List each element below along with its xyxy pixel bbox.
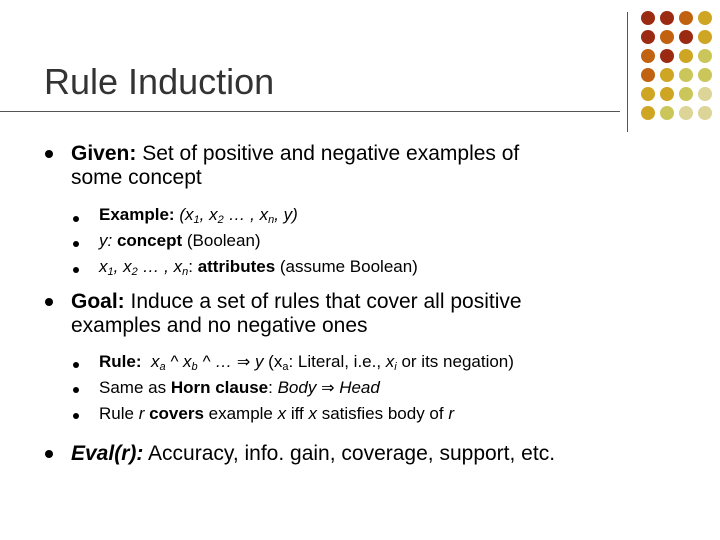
attr-xn: x	[173, 257, 183, 276]
rule-xb: x	[183, 352, 192, 371]
example-sub2: 2	[217, 214, 224, 226]
example-x1: x	[184, 205, 194, 224]
slide-title: Rule Induction	[44, 61, 275, 102]
decor-dot	[679, 87, 693, 101]
rule-ellipsis: …	[215, 352, 237, 371]
example-ellipsis: … ,	[223, 205, 260, 224]
bullet-dot	[73, 241, 79, 247]
eval-label: Eval(r):	[71, 442, 144, 465]
covers-label: covers	[144, 404, 204, 423]
decor-dot	[641, 106, 655, 120]
y-rest: (Boolean)	[182, 231, 261, 250]
decor-dot	[698, 49, 712, 63]
rule-y: y	[250, 352, 264, 371]
attr-subn: n	[182, 266, 189, 278]
decor-dot	[679, 106, 693, 120]
covers-satisfies: satisfies body of	[316, 404, 449, 423]
rule-caret2: ^	[197, 352, 216, 371]
rule-xi: x	[385, 352, 395, 371]
example-sub1: 1	[193, 214, 200, 226]
title-underline	[0, 111, 620, 112]
rule-sub-i: i	[394, 361, 397, 373]
attr-x2: x	[123, 257, 132, 276]
attr-rest: (assume Boolean)	[275, 257, 418, 276]
covers-rule: Rule	[99, 404, 139, 423]
bullet-dot	[73, 362, 79, 368]
vertical-divider	[627, 12, 628, 132]
horn-body: Body	[277, 378, 317, 397]
decor-dot	[641, 68, 655, 82]
example-xn: x	[259, 205, 269, 224]
eval-text: Accuracy, info. gain, coverage, support, etc.	[143, 442, 556, 465]
covers-example: example	[203, 404, 278, 423]
example-subn: n	[268, 214, 275, 226]
y-var: y:	[99, 231, 113, 250]
decor-dot	[679, 30, 693, 44]
sub-bullet-covers	[99, 403, 699, 425]
example-x2: x	[209, 205, 218, 224]
decor-dot	[698, 30, 712, 44]
bullet-dot	[73, 267, 79, 273]
rule-label: Rule:	[99, 352, 142, 371]
covers-r2: r	[448, 404, 454, 423]
covers-r: r	[138, 404, 145, 423]
example-label: Example:	[99, 205, 175, 224]
horn-pre: Same as	[99, 378, 171, 397]
horn-colon: :	[268, 378, 278, 397]
bullet-dot	[45, 298, 53, 306]
example-sep1: ,	[199, 205, 210, 224]
decor-dot	[679, 49, 693, 63]
decor-dot	[679, 11, 693, 25]
given-text-line2: some concept	[71, 166, 202, 189]
decor-dot	[660, 68, 674, 82]
decor-dot	[698, 106, 712, 120]
rule-caret1: ^	[165, 352, 184, 371]
decor-dot	[641, 11, 655, 25]
bullet-eval	[71, 442, 691, 466]
attr-sub1: 1	[107, 266, 114, 278]
decor-dot	[641, 87, 655, 101]
decor-dot	[698, 11, 712, 25]
rule-xa: x	[150, 352, 160, 371]
attr-sub2: 2	[131, 266, 138, 278]
decor-dot	[698, 87, 712, 101]
sub-bullet-example	[99, 204, 699, 226]
decor-dot	[698, 68, 712, 82]
decor-dot	[660, 106, 674, 120]
given-text-line1: Set of positive and negative examples of	[136, 142, 520, 165]
horn-head: Head	[334, 378, 380, 397]
rule-literal: : Literal, i.e.,	[288, 352, 386, 371]
goal-text-line2: examples and no negative ones	[71, 314, 368, 337]
example-open: (	[174, 205, 185, 224]
decor-dot	[660, 87, 674, 101]
rule-rest: or its negation)	[396, 352, 514, 371]
rule-paren-open: (x	[263, 352, 283, 371]
bullet-goal	[71, 290, 691, 338]
decor-dot	[679, 68, 693, 82]
sub-bullet-y-concept	[99, 230, 699, 252]
decor-dot	[641, 49, 655, 63]
given-label: Given:	[71, 142, 137, 165]
bullet-dot	[45, 450, 53, 458]
covers-iff: iff	[286, 404, 309, 423]
decor-dot	[660, 30, 674, 44]
rule-sub-b: b	[191, 361, 198, 373]
attr-sep: ,	[113, 257, 124, 276]
implies-arrow-icon: ⇒	[321, 378, 335, 397]
sub-bullet-rule	[99, 351, 699, 373]
rule-sub-a: a	[159, 361, 166, 373]
goal-text-line1: Induce a set of rules that cover all positive	[124, 290, 522, 313]
decor-dot	[660, 11, 674, 25]
bullet-dot	[73, 413, 79, 419]
sub-bullet-attributes: $x_1$, $x_2$ … , $x_n$: attributes (assume Boolean)	[99, 257, 418, 278]
attr-ellipsis: … ,	[137, 257, 174, 276]
bullet-dot	[73, 387, 79, 393]
bullet-given	[71, 142, 691, 190]
example-y: , y)	[274, 205, 298, 224]
covers-x: x	[277, 404, 287, 423]
goal-label: Goal:	[71, 290, 125, 313]
decor-dot	[641, 30, 655, 44]
sub-bullet-horn-clause	[99, 377, 699, 399]
attributes-label: attributes	[192, 257, 276, 276]
decor-dot	[660, 49, 674, 63]
concept-label: concept	[112, 231, 183, 250]
covers-x2: x	[308, 404, 317, 423]
attr-x1: x	[99, 257, 108, 276]
horn-clause-label: Horn clause	[170, 378, 269, 397]
bullet-dot	[73, 216, 79, 222]
bullet-dot	[45, 150, 53, 158]
implies-arrow-icon: ⇒	[236, 352, 251, 371]
rule-sub-a2: a	[282, 361, 289, 373]
